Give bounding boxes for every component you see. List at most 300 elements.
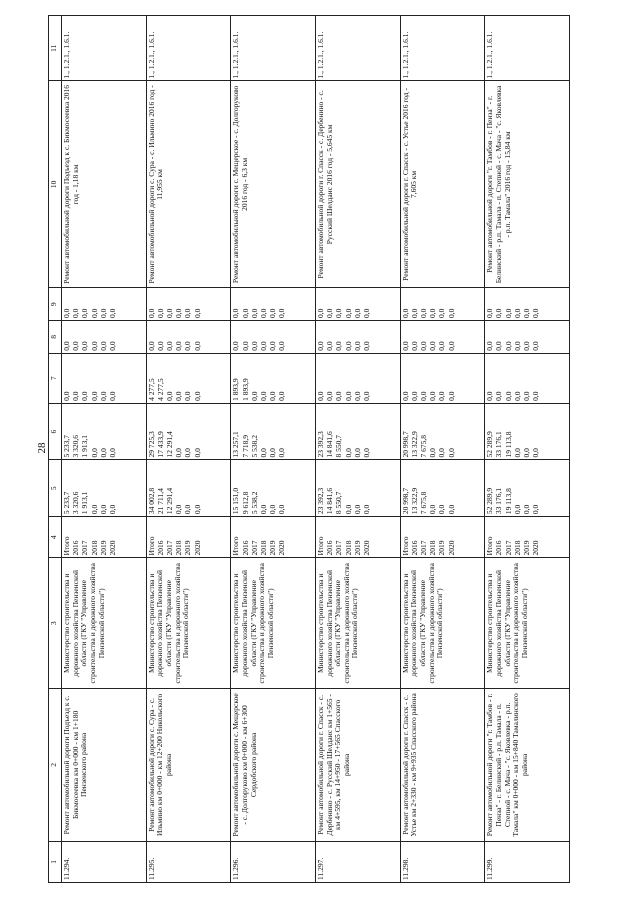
value-list-c5 — [315, 460, 400, 517]
value-cell: 0,0 — [249, 341, 259, 351]
value-list-c7 — [315, 353, 400, 403]
year-cell: 2019 — [522, 540, 532, 556]
year-cell: 2019 — [437, 540, 447, 556]
year-list — [62, 517, 147, 558]
value-cell: 0,0 — [174, 391, 184, 401]
value-cell: 0,0 — [334, 391, 344, 401]
column-header: 2 — [49, 689, 62, 841]
value-cell: 1 913,1 — [80, 434, 90, 458]
value-cell: 0,0 — [446, 341, 456, 351]
value-cell: 7 675,8 — [419, 434, 428, 458]
year-list — [146, 517, 231, 558]
column-header: 4 — [49, 517, 62, 558]
value-list-c8 — [231, 321, 316, 354]
value-list-c5 — [231, 460, 316, 517]
value-cell: 0,0 — [107, 504, 117, 515]
value-cell: 0,0 — [419, 341, 428, 351]
year-cell: 2020 — [361, 540, 371, 556]
value-cell: 0,0 — [361, 504, 371, 515]
value-cell: 5 233,7 — [62, 434, 71, 458]
column-header: 7 — [49, 353, 62, 403]
value-cell: 0,0 — [446, 504, 456, 515]
value-list-c9 — [400, 288, 485, 321]
value-cell: 0,0 — [400, 341, 410, 351]
value-cell: 3 320,6 — [71, 434, 81, 458]
value-cell: 3 320,6 — [71, 491, 81, 515]
value-cell: 0,0 — [325, 391, 335, 401]
year-cell: 2019 — [183, 540, 193, 556]
executor: Министерство строительства и дорожного хозяйства Пензенской области (ГКУ "Управление строительства и дорожного хозяйства Пензенской области") — [231, 558, 316, 689]
year-cell: 2020 — [531, 540, 541, 556]
value-cell: 14 841,6 — [325, 487, 335, 515]
value-cell: 0,0 — [80, 341, 90, 351]
value-cell: 12 291,4 — [165, 487, 175, 515]
value-cell: 0,0 — [446, 391, 456, 401]
value-cell: 0,0 — [361, 308, 371, 319]
value-cell: 0,0 — [531, 308, 541, 319]
value-list-c9 — [146, 288, 231, 321]
value-cell: 0,0 — [522, 308, 532, 319]
value-list-c9 — [231, 288, 316, 321]
year-cell: Итого — [231, 536, 241, 556]
value-cell: 0,0 — [277, 504, 287, 515]
value-cell: 0,0 — [315, 341, 325, 351]
value-cell: 33 176,1 — [494, 487, 504, 515]
value-cell: 0,0 — [522, 391, 532, 401]
value-cell: 0,0 — [183, 341, 193, 351]
value-cell: 13 322,9 — [409, 431, 419, 458]
year-cell: 2017 — [419, 540, 428, 556]
value-cell: 0,0 — [98, 391, 108, 401]
indicators: 1., 1.2.1., 1.6.1. — [62, 16, 147, 81]
value-cell: 0,0 — [315, 308, 325, 319]
value-cell: 5 538,2 — [249, 491, 259, 515]
year-cell: 2018 — [174, 540, 184, 556]
value-cell: 0,0 — [343, 341, 353, 351]
value-cell: 7 675,8 — [419, 491, 428, 515]
value-cell: 0,0 — [277, 448, 287, 458]
year-cell: Итого — [485, 536, 495, 556]
value-cell: 0,0 — [409, 391, 419, 401]
program-table — [48, 15, 570, 883]
value-cell: 0,0 — [437, 341, 447, 351]
value-cell: 0,0 — [268, 391, 278, 401]
value-cell: 0,0 — [428, 341, 438, 351]
value-cell: 0,0 — [325, 341, 335, 351]
road-name: Ремонт автомобильной дороги "г. Тамбов - г. Пенза" - г. Белинский - р.п. Тамала - п. Степной - с. Мача - "с. Яковлевка - р.п. Тамала" км 0+000 - км 15+840 Тамалинского района — [485, 689, 570, 841]
value-cell: 0,0 — [89, 308, 99, 319]
year-cell: 2020 — [107, 540, 117, 556]
value-cell: 0,0 — [494, 308, 504, 319]
executor: Министерство строительства и дорожного хозяйства Пензенской области (ГКУ "Управление строительства и дорожного хозяйства Пензенской области") — [146, 558, 231, 689]
value-cell: 0,0 — [361, 391, 371, 401]
value-cell: 34 002,8 — [146, 487, 156, 515]
value-cell: 0,0 — [512, 448, 522, 458]
value-cell: 17 433,9 — [155, 431, 165, 458]
value-cell: 0,0 — [89, 391, 99, 401]
value-cell: 0,0 — [192, 504, 202, 515]
value-list-c9 — [62, 288, 147, 321]
year-cell: Итого — [146, 536, 156, 556]
expected-result: Ремонт автомобильной дороги Подъезд к с. Бикмосеевка 2016 год - 1,18 км — [62, 81, 147, 288]
value-cell: 0,0 — [503, 308, 513, 319]
value-cell: 4 277,5 — [155, 378, 165, 401]
value-cell: 0,0 — [485, 341, 495, 351]
value-list-c9 — [485, 288, 570, 321]
value-cell: 0,0 — [268, 341, 278, 351]
column-header: 9 — [49, 288, 62, 321]
value-cell: 0,0 — [165, 391, 175, 401]
value-cell: 0,0 — [352, 391, 362, 401]
value-cell: 0,0 — [192, 391, 202, 401]
year-cell: 2017 — [503, 540, 513, 556]
value-cell: 0,0 — [343, 504, 353, 515]
value-cell: 0,0 — [494, 391, 504, 401]
value-cell: 0,0 — [183, 504, 193, 515]
value-cell: 0,0 — [531, 341, 541, 351]
value-cell: 9 612,8 — [240, 491, 250, 515]
value-list-c6 — [485, 403, 570, 460]
value-cell: 0,0 — [165, 308, 175, 319]
year-list — [315, 517, 400, 558]
road-name: Ремонт автомобильной дороги с. Мещерское - с. Долгоруково км 0+000 - км 6+300 Сердобского района — [231, 689, 316, 841]
indicators: 1., 1.2.1., 1.6.1. — [485, 16, 570, 81]
value-list-c7 — [231, 353, 316, 403]
value-cell: 0,0 — [512, 341, 522, 351]
year-cell: 2020 — [277, 540, 287, 556]
value-cell: 0,0 — [183, 308, 193, 319]
value-cell: 7 718,9 — [240, 434, 250, 458]
column-header: 11 — [49, 16, 62, 81]
value-list-c7 — [400, 353, 485, 403]
value-list-c5 — [485, 460, 570, 517]
value-cell: 0,0 — [62, 341, 71, 351]
year-cell: 2016 — [325, 540, 335, 556]
expected-result: Ремонт автомобильной дороги г. Спасск - с. Дербенино - с. Русский Шелдаис 2016 год - 5,645 км — [315, 81, 400, 288]
value-cell: 0,0 — [258, 391, 268, 401]
year-cell: 2016 — [71, 540, 81, 556]
value-cell: 0,0 — [531, 391, 541, 401]
value-cell: 0,0 — [107, 391, 117, 401]
year-cell: 2020 — [446, 540, 456, 556]
value-cell: 0,0 — [352, 341, 362, 351]
year-cell: 2017 — [165, 540, 175, 556]
indicators: 1., 1.2.1., 1.6.1. — [400, 16, 485, 81]
value-cell: 0,0 — [155, 341, 165, 351]
value-cell: 20 998,7 — [400, 487, 410, 515]
year-cell: 2016 — [409, 540, 419, 556]
value-cell: 0,0 — [400, 391, 410, 401]
value-cell: 0,0 — [165, 341, 175, 351]
value-cell: 0,0 — [107, 341, 117, 351]
value-list-c9 — [315, 288, 400, 321]
column-header: 1 — [49, 841, 62, 882]
year-cell: Итого — [62, 536, 71, 556]
value-list-c8 — [485, 321, 570, 354]
year-cell: 2019 — [98, 540, 108, 556]
year-cell: 2019 — [352, 540, 362, 556]
value-cell: 0,0 — [409, 308, 419, 319]
road-name: Ремонт автомобильной дороги г. Спасск - с. Устье км 2+330 - км 9+935 Спасского района — [400, 689, 485, 841]
value-cell: 19 113,8 — [503, 431, 513, 458]
value-cell: 0,0 — [146, 341, 156, 351]
value-cell: 4 277,5 — [146, 378, 156, 401]
year-cell: 2017 — [80, 540, 90, 556]
value-cell: 15 151,0 — [231, 487, 241, 515]
road-name: Ремонт автомобильной дороги с. Сура - с. Ильмино км 0+000 - км 12+200 Никольского района — [146, 689, 231, 841]
row-id: 11.299. — [485, 841, 570, 882]
value-cell: 8 550,7 — [334, 491, 344, 515]
value-cell: 0,0 — [89, 504, 99, 515]
value-cell: 0,0 — [409, 341, 419, 351]
value-cell: 0,0 — [343, 391, 353, 401]
value-cell: 0,0 — [98, 308, 108, 319]
column-header: 6 — [49, 403, 62, 460]
value-cell: 0,0 — [249, 308, 259, 319]
expected-result: Ремонт автомобильной дороги с. Сура - с. Ильмино 2016 год - 11,955 км — [146, 81, 231, 288]
value-cell: 0,0 — [62, 308, 71, 319]
value-list-c6 — [62, 403, 147, 460]
expected-result: Ремонт автомобильной дороги г. Спасск - с. Устье 2016 год - 7,605 км — [400, 81, 485, 288]
value-cell: 1 913,1 — [80, 491, 90, 515]
value-cell: 0,0 — [352, 448, 362, 458]
value-cell: 0,0 — [98, 341, 108, 351]
value-cell: 0,0 — [419, 308, 428, 319]
value-cell: 0,0 — [428, 448, 438, 458]
expected-result: Ремонт автомобильной дороги "г. Тамбов - г. Пенза" - г. Белинский - р.п. Тамала - п. Степной - с. Мача - "с. Яковлевка - р.п. Тамала" 2016 год - 15,84 км — [485, 81, 570, 288]
year-list — [485, 517, 570, 558]
value-cell: 0,0 — [343, 308, 353, 319]
value-list-c7 — [146, 353, 231, 403]
value-cell: 0,0 — [192, 341, 202, 351]
value-list-c7 — [485, 353, 570, 403]
value-cell: 0,0 — [268, 504, 278, 515]
value-cell: 0,0 — [277, 308, 287, 319]
value-cell: 0,0 — [80, 308, 90, 319]
executor: Министерство строительства и дорожного хозяйства Пензенской области (ГКУ "Управление строительства и дорожного хозяйства Пензенской области") — [62, 558, 147, 689]
value-cell: 0,0 — [240, 341, 250, 351]
value-list-c5 — [400, 460, 485, 517]
table-row — [146, 16, 231, 883]
value-cell: 0,0 — [531, 504, 541, 515]
year-cell: 2018 — [512, 540, 522, 556]
value-cell: 0,0 — [428, 391, 438, 401]
value-cell: 33 176,1 — [494, 431, 504, 458]
value-cell: 0,0 — [98, 448, 108, 458]
value-cell: 0,0 — [240, 308, 250, 319]
value-cell: 0,0 — [71, 391, 81, 401]
value-cell: 0,0 — [485, 308, 495, 319]
value-cell: 0,0 — [107, 448, 117, 458]
column-header: 5 — [49, 460, 62, 517]
value-cell: 52 289,9 — [485, 431, 495, 458]
column-header: 3 — [49, 558, 62, 689]
value-cell: 0,0 — [522, 448, 532, 458]
value-list-c6 — [315, 403, 400, 460]
value-cell: 5 538,2 — [249, 434, 259, 458]
value-cell: 0,0 — [183, 448, 193, 458]
value-list-c7 — [62, 353, 147, 403]
year-cell: 2017 — [249, 540, 259, 556]
value-cell: 0,0 — [437, 504, 447, 515]
year-cell: 2016 — [494, 540, 504, 556]
value-cell: 14 841,6 — [325, 431, 335, 458]
row-id: 11.297. — [315, 841, 400, 882]
year-cell: 2016 — [240, 540, 250, 556]
executor: Министерство строительства и дорожного хозяйства Пензенской области (ГКУ "Управление строительства и дорожного хозяйства Пензенской области") — [315, 558, 400, 689]
value-cell: 0,0 — [192, 308, 202, 319]
value-cell: 13 257,1 — [231, 431, 241, 458]
row-id: 11.296. — [231, 841, 316, 882]
row-id: 11.294. — [62, 841, 147, 882]
column-header: 10 — [49, 81, 62, 288]
value-cell: 21 711,4 — [155, 488, 165, 515]
value-cell: 0,0 — [174, 504, 184, 515]
value-cell: 0,0 — [428, 504, 438, 515]
value-cell: 0,0 — [258, 448, 268, 458]
value-cell: 0,0 — [352, 504, 362, 515]
value-cell: 0,0 — [334, 341, 344, 351]
value-cell: 0,0 — [437, 391, 447, 401]
rotated-table-container — [48, 15, 570, 883]
year-cell: 2018 — [428, 540, 438, 556]
year-list — [231, 517, 316, 558]
value-cell: 0,0 — [437, 308, 447, 319]
value-cell: 0,0 — [192, 448, 202, 458]
value-list-c6 — [400, 403, 485, 460]
value-cell: 23 392,3 — [315, 487, 325, 515]
table-row — [231, 16, 316, 883]
value-cell: 0,0 — [249, 391, 259, 401]
value-cell: 0,0 — [277, 341, 287, 351]
value-cell: 0,0 — [325, 308, 335, 319]
year-cell: 2018 — [258, 540, 268, 556]
road-name: Ремонт автомобильной дороги Подъезд к с. Бикмосеевка км 0+000 - км 1+180 Пензенского района — [62, 689, 147, 841]
road-name: Ремонт автомобильной дороги г. Спасск - с. Дербенино - с. Русский Шелдаис км 1+565 - км 4+595, км 14+950 - 17+565 Спасского района — [315, 689, 400, 841]
value-cell: 0,0 — [231, 308, 241, 319]
value-cell: 0,0 — [446, 448, 456, 458]
executor: Министерство строительства и дорожного хозяйства Пензенской области (ГКУ "Управление строительства и дорожного хозяйства Пензенской области") — [400, 558, 485, 689]
value-cell: 0,0 — [437, 448, 447, 458]
value-cell: 0,0 — [89, 448, 99, 458]
value-cell: 0,0 — [503, 341, 513, 351]
value-cell: 5 233,7 — [62, 491, 71, 515]
value-cell: 0,0 — [146, 308, 156, 319]
value-cell: 0,0 — [231, 341, 241, 351]
value-cell: 0,0 — [512, 504, 522, 515]
value-cell: 0,0 — [71, 308, 81, 319]
value-cell: 0,0 — [334, 308, 344, 319]
value-cell: 0,0 — [155, 308, 165, 319]
value-cell: 0,0 — [174, 341, 184, 351]
value-cell: 0,0 — [183, 391, 193, 401]
value-cell: 0,0 — [400, 308, 410, 319]
value-cell: 12 291,4 — [165, 431, 175, 458]
value-list-c6 — [231, 403, 316, 460]
value-cell: 20 998,7 — [400, 431, 410, 458]
row-id: 11.295. — [146, 841, 231, 882]
value-cell: 0,0 — [258, 504, 268, 515]
year-cell: 2018 — [343, 540, 353, 556]
table-row — [485, 16, 570, 883]
value-cell: 19 113,8 — [503, 488, 513, 515]
value-cell: 0,0 — [80, 391, 90, 401]
value-cell: 0,0 — [512, 308, 522, 319]
value-cell: 0,0 — [361, 448, 371, 458]
value-cell: 0,0 — [428, 308, 438, 319]
value-cell: 0,0 — [446, 308, 456, 319]
indicators: 1., 1.2.1., 1.6.1. — [315, 16, 400, 81]
year-cell: Итого — [315, 536, 325, 556]
value-cell: 13 322,9 — [409, 487, 419, 515]
year-cell: 2019 — [268, 540, 278, 556]
value-cell: 1 893,9 — [240, 378, 250, 401]
value-cell: 0,0 — [258, 308, 268, 319]
value-cell: 0,0 — [522, 341, 532, 351]
value-cell: 0,0 — [531, 448, 541, 458]
year-cell: 2017 — [334, 540, 344, 556]
row-id: 11.298. — [400, 841, 485, 882]
header-row — [49, 16, 62, 883]
indicators: 1., 1.2.1., 1.6.1. — [146, 16, 231, 81]
value-cell: 0,0 — [71, 341, 81, 351]
value-cell: 0,0 — [419, 391, 428, 401]
year-cell: 2018 — [89, 540, 99, 556]
value-cell: 0,0 — [98, 504, 108, 515]
value-list-c5 — [146, 460, 231, 517]
value-cell: 0,0 — [258, 341, 268, 351]
value-list-c6 — [146, 403, 231, 460]
value-cell: 0,0 — [503, 391, 513, 401]
table-row — [315, 16, 400, 883]
value-cell: 52 289,9 — [485, 487, 495, 515]
executor: Министерство строительства и дорожного хозяйства Пензенской области (ГКУ "Управление строительства и дорожного хозяйства Пензенской области") — [485, 558, 570, 689]
value-cell: 0,0 — [107, 308, 117, 319]
value-cell: 0,0 — [315, 391, 325, 401]
value-cell: 1 893,9 — [231, 378, 241, 401]
value-cell: 0,0 — [268, 308, 278, 319]
table-row — [400, 16, 485, 883]
value-list-c8 — [315, 321, 400, 354]
year-cell: Итого — [400, 536, 410, 556]
value-cell: 0,0 — [174, 448, 184, 458]
value-cell: 23 392,3 — [315, 431, 325, 458]
year-cell: 2020 — [192, 540, 202, 556]
value-list-c8 — [146, 321, 231, 354]
value-cell: 29 725,3 — [146, 431, 156, 458]
value-list-c8 — [400, 321, 485, 354]
value-cell: 0,0 — [361, 341, 371, 351]
column-header: 8 — [49, 321, 62, 354]
expected-result: Ремонт автомобильной дороги с. Мещерское - с. Долгоруково 2016 год - 6,3 км — [231, 81, 316, 288]
value-cell: 0,0 — [494, 341, 504, 351]
value-list-c8 — [62, 321, 147, 354]
page-number: 28 — [36, 442, 48, 454]
value-cell: 0,0 — [352, 308, 362, 319]
value-cell: 8 550,7 — [334, 434, 344, 458]
value-cell: 0,0 — [522, 504, 532, 515]
value-cell: 0,0 — [62, 391, 71, 401]
value-list-c5 — [62, 460, 147, 517]
year-list — [400, 517, 485, 558]
value-cell: 0,0 — [277, 391, 287, 401]
value-cell: 0,0 — [268, 448, 278, 458]
value-cell: 0,0 — [89, 341, 99, 351]
value-cell: 0,0 — [343, 448, 353, 458]
year-cell: 2016 — [155, 540, 165, 556]
indicators: 1., 1.2.1., 1.6.1. — [231, 16, 316, 81]
value-cell: 0,0 — [174, 308, 184, 319]
